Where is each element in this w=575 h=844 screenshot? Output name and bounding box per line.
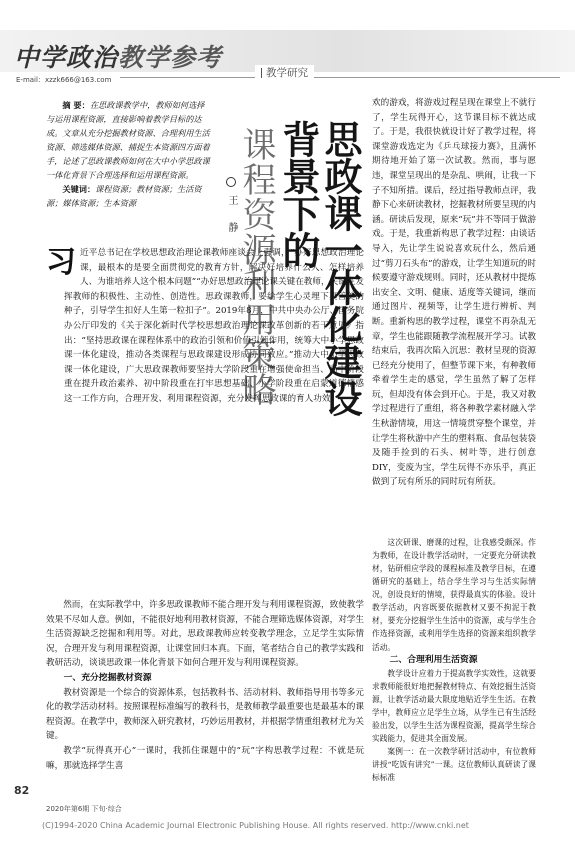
divider-bar xyxy=(261,68,262,78)
circle-icon xyxy=(226,177,236,187)
drop-cap: 习 xyxy=(46,245,76,280)
body-paragraph: 然而，在实际教学中，许多思政课教师不能合理开发与利用课程资源，致使教学效果不尽如人意。例如，不能很好地利用教材资源，不能合理筛选媒体资源，对学生生活资源缺乏挖掘和利用等。对此，思政课教师应转变教学理念，立足学生实际情况，合理开发与利用课程资源，让课堂回归本真。下面，笔者结合自己的教学实践和教研活动，谈谈思政课一体化背景下如何合理开发与利用课程资源。 xyxy=(46,600,364,669)
section-heading: 一、充分挖掘教材资源 xyxy=(63,672,152,683)
masthead-subtitle: 教学参考 xyxy=(118,43,223,72)
body-paragraph: 教材资源是一个综合的资源体系，包括教科书、活动材料、教师指导用书等多元化的教学活动材料。按照课程标准编写的教科书，是教师教学最重要也是最基本的课程资源。在教学中，教师深入研究教材，巧妙运用教材，并根据学情重组教材尤为关键。 xyxy=(46,687,364,742)
body-paragraph: 案例一：在一次教学研讨活动中，有位教师讲授“吃饭有讲究”一课。这位教师认真研读了课标标准 xyxy=(372,747,536,783)
masthead-logo-text: 中学政治 xyxy=(14,43,119,72)
journal-email: E-mail：xzzk666@163.com xyxy=(16,76,112,84)
column-name: 教学研究 xyxy=(266,67,308,79)
abstract-block xyxy=(46,98,210,210)
article-subtitle: 课程资源利用策略 xyxy=(236,127,276,407)
page-number: 82 xyxy=(14,784,30,797)
right-column-body xyxy=(372,536,536,784)
header-rule xyxy=(120,77,560,78)
left-column-intro xyxy=(46,246,364,407)
body-paragraph: 这次研课、磨课的过程，让我感受颇深。作为教师，在设计教学活动时，一定要充分研读教材，钻研相应学段的课程标准及教学目标，在遵循研究的基础上，结合学生学习与生活实际情况，创设良好的情境，获得最真实的体验。设计教学活动，内容既要依据教材又要不拘泥于教材，要充分挖掘学生生活中的资源，或与学生合作选择资源，或利用学生选择的资源来组织教学活动。 xyxy=(372,538,536,652)
right-column-top xyxy=(372,96,536,490)
article-title: 思政课一体化建设背景下的 xyxy=(276,120,362,416)
body-paragraph: 教学设计应着力于提高教学实效性，这就要求教师能很好地把握教材特点、有效挖掘生活资源，让教学活动最大限度地贴近学生生活。在教学中，教师应立足学生立场，从学生已有生活经验出发，以学生生活为课程资源，提高学生综合实践能力，促进其全面发展。 xyxy=(372,668,536,743)
abstract-text: 在思政课教学中，教师如何选择与运用课程资源，直接影响着教学目标的达成。文章从充分挖掘教材资源、合理利用生活资源、筛选媒体资源、捕捉生本资源四方面着手，论述了思政课教师如何在大中小学思政课一体化背景下合理选择和运用课程资源。 xyxy=(46,100,210,180)
section-heading: 二、合理利用生活资源 xyxy=(389,654,478,665)
keywords-text: 课程资源；教材资源；生活资源；媒体资源；生本资源 xyxy=(46,184,202,208)
journal-masthead xyxy=(14,38,222,74)
keywords-label: 关键词： xyxy=(62,184,96,194)
left-column-body xyxy=(46,598,364,773)
issue-info: 2020年第6期 下旬·综合 xyxy=(46,805,122,813)
abstract-label: 摘 要： xyxy=(62,100,90,110)
author-name: 王 静 xyxy=(226,195,237,240)
page-header xyxy=(0,0,575,90)
body-paragraph: 欢的游戏，将游戏过程呈现在课堂上不就行了，学生玩得开心，这节课目标不就达成了。于是，我很快就设计好了教学过程，将课堂游戏选定为《乒乓球接力赛》，且满怀期待地开始了第一次试教。然而，事与愿违，课堂呈现出的是杂乱、哄闹，让我一下子不知所措。课后，经过指导教师点评，我静下心来研读教材，挖掘教材所要呈现的内涵。研读后发现，原来“玩”并不等同于做游戏。于是，我重新构思了教学过程：由谈话导入，先让学生说说喜欢玩什么，然后通过“剪刀石头布”的游戏，让学生知道玩的时候要遵守游戏规则。同时，还从教材中提炼出安全、文明、健康、适度等关键词，继而通过图片、视频等，让学生进行辨析、判断。重新构思的教学过程，课堂不再杂乱无章，学生也能跟随教学流程展开学习。试教结束后，我再次陷入沉思：教材呈现的资源已经充分使用了，但整节课下来，有种教师牵着学生走的感觉，学生虽然了解了怎样玩，但却没有体会到开心。于是，我又对教学过程进行了重组，将各种教学素材融入学生秋游情境，用这一情境贯穿整个课堂，并让学生将秋游中产生的塑料瓶、食品包装袋及随手捡到的石头、树叶等，进行创意DIY，变废为宝，学生玩得不亦乐乎，真正做到了玩有所乐的同时玩有所获。 xyxy=(372,98,536,488)
body-paragraph: 教学“玩得真开心”一课时，我抓住课题中的“玩”字构思教学过程：不就是玩嘛，那就选择学生喜 xyxy=(46,745,364,771)
column-label xyxy=(255,65,314,80)
body-paragraph: 近平总书记在学校思想政治理论课教师座谈会上强调，“办好思想政治理论课，最根本的是要全面贯彻党的教育方针，解决好培养什么人、怎样培养人、为谁培养人这个根本问题”“办好思想政治理论课关键在教师，关键在发挥教师的积极性、主动性、创造性。思政课教师，要给学生心灵埋下真善美的种子，引导学生扣好人生第一粒扣子”。2019年8月，中共中央办公厅、国务院办公厅印发的《关于深化新时代学校思想政治理论课改革创新的若干意见》指出：“坚持思政课在课程体系中的政治引领和价值引领作用，统筹大中小学思政课一体化建设，推动各类课程与思政课建设形成协同效应。”推动大中小学思政课一体化建设，广大思政课教师要坚持大学阶段重在增强使命担当、高中阶段重在提升政治素养、初中阶段重在打牢思想基础、小学阶段重在启蒙道德情感这一工作方向，合理开发、利用课程资源，充分发挥思政课的育人功效。 xyxy=(64,248,364,404)
copyright-line: (C)1994-2020 China Academic Journal Electronic Publishing House. All rights reserved. http://www.cnki.net xyxy=(42,821,469,830)
author-line xyxy=(224,177,239,239)
